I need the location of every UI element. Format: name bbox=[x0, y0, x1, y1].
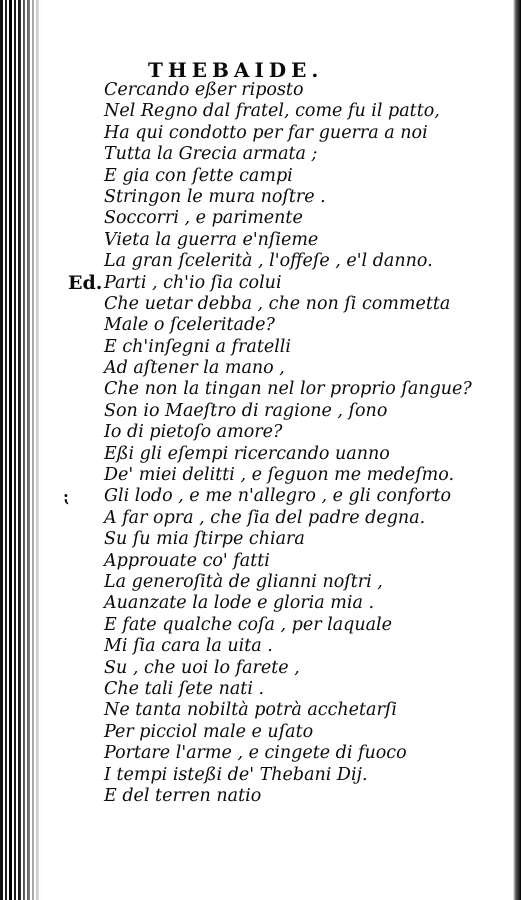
verse-line-text: Su , che uoi lo farete , bbox=[104, 657, 300, 678]
verse-line-text: A far opra , che ſia del padre degna. bbox=[104, 507, 426, 528]
verse-line-text: Su ſu mia ſtirpe chiara bbox=[104, 529, 305, 550]
verse-line-text: E del terren natio bbox=[104, 785, 262, 806]
verse-line bbox=[0, 444, 521, 465]
verse-line bbox=[0, 337, 521, 358]
verse-line bbox=[0, 722, 521, 743]
verse-line bbox=[0, 636, 521, 657]
verse-line bbox=[0, 572, 521, 593]
verse-line bbox=[0, 144, 521, 165]
verse-line-text: Cercando eßer riposto bbox=[104, 80, 304, 100]
verse-line-text: Che non la tingan nel lor proprio ſangue? bbox=[104, 379, 472, 400]
verse-line-text: Approuate co' fatti bbox=[104, 550, 270, 571]
verse-line-text: Stringon le mura noſtre . bbox=[104, 186, 326, 207]
verse-line-text: Soccorri , e parimente bbox=[104, 208, 303, 229]
verse-line bbox=[0, 187, 521, 208]
verse-line bbox=[0, 679, 521, 700]
verse-line-text: La generoſità de glianni noſtri , bbox=[104, 571, 383, 592]
verse-line-text: Io di pietoſo amore? bbox=[104, 422, 283, 443]
verse-line-text: Ne tanta nobiltà potrà acchetarſi bbox=[104, 700, 397, 721]
verse-line-text: Che tali ſete nati . bbox=[104, 678, 265, 699]
verse-line-text: Male o ſceleritade? bbox=[104, 315, 275, 336]
verse-line bbox=[0, 743, 521, 764]
verse-line-text: I tempi isteßi de' Thebani Dij. bbox=[104, 764, 368, 785]
verse-line bbox=[0, 230, 521, 251]
verse-line-text: Ad aſtener la mano , bbox=[104, 358, 285, 379]
verse-line-text: Son io Maeſtro di ragione , ſono bbox=[104, 400, 388, 421]
verse-line-text: Vieta la guerra e'nſieme bbox=[104, 229, 319, 250]
verse-line-text: Mi ſia cara la uita . bbox=[104, 636, 273, 657]
verse-line bbox=[0, 315, 521, 336]
verse-line bbox=[0, 294, 521, 315]
verse-line bbox=[0, 358, 521, 379]
verse-line bbox=[0, 208, 521, 229]
verse-line-text: E fate qualche coſa , per laquale bbox=[104, 614, 393, 635]
verse-line bbox=[0, 615, 521, 636]
verse-line bbox=[0, 486, 521, 507]
verse-line bbox=[0, 166, 521, 187]
verse-line bbox=[0, 379, 521, 400]
verse-line-text: Auanzate la lode e gloria mia . bbox=[104, 593, 375, 614]
verse-text bbox=[0, 80, 521, 807]
speaker-label: Ed. bbox=[68, 271, 103, 294]
margin-mark: ⁏ bbox=[64, 487, 70, 506]
verse-line bbox=[0, 593, 521, 614]
verse-line-text: Portare l'arme , e cingete di fuoco bbox=[104, 743, 407, 764]
verse-line-text: La gran ſcelerità , l'offeſe , e'l danno. bbox=[104, 251, 433, 272]
verse-line-text: Per picciol male e uſato bbox=[104, 721, 314, 742]
verse-line bbox=[0, 551, 521, 572]
verse-line bbox=[0, 422, 521, 443]
verse-line bbox=[0, 465, 521, 486]
verse-line bbox=[0, 401, 521, 422]
verse-line-text: Ha qui condotto per far guerra a noi bbox=[104, 122, 428, 143]
verse-line bbox=[0, 80, 521, 101]
verse-line-text: Nel Regno dal fratel, come fu il patto, bbox=[104, 101, 440, 122]
verse-line-text: Eßi gli eſempi ricercando uanno bbox=[104, 443, 390, 464]
running-head: THEBAIDE. bbox=[148, 58, 324, 82]
verse-line-text: Gli lodo , e me n'allegro , e gli conforto bbox=[104, 486, 452, 507]
verse-line-text: Che uetar debba , che non ſi commetta bbox=[104, 293, 451, 314]
verse-line bbox=[0, 529, 521, 550]
verse-line-text: Tutta la Grecia armata ; bbox=[104, 144, 318, 165]
verse-line-text: E gia con ſette campi bbox=[104, 165, 293, 186]
verse-line bbox=[0, 123, 521, 144]
verse-line bbox=[0, 786, 521, 807]
verse-line bbox=[0, 700, 521, 721]
verse-line bbox=[0, 508, 521, 529]
verse-line bbox=[0, 101, 521, 122]
verse-line bbox=[0, 658, 521, 679]
verse-line-text: E ch'inſegni a fratelli bbox=[104, 336, 292, 357]
verse-line bbox=[0, 273, 521, 294]
verse-line-text: Parti , ch'io ſia colui bbox=[104, 272, 282, 293]
verse-line-text: De' miei delitti , e ſeguon me medeſmo. bbox=[104, 465, 455, 486]
verse-line bbox=[0, 251, 521, 272]
verse-line bbox=[0, 765, 521, 786]
